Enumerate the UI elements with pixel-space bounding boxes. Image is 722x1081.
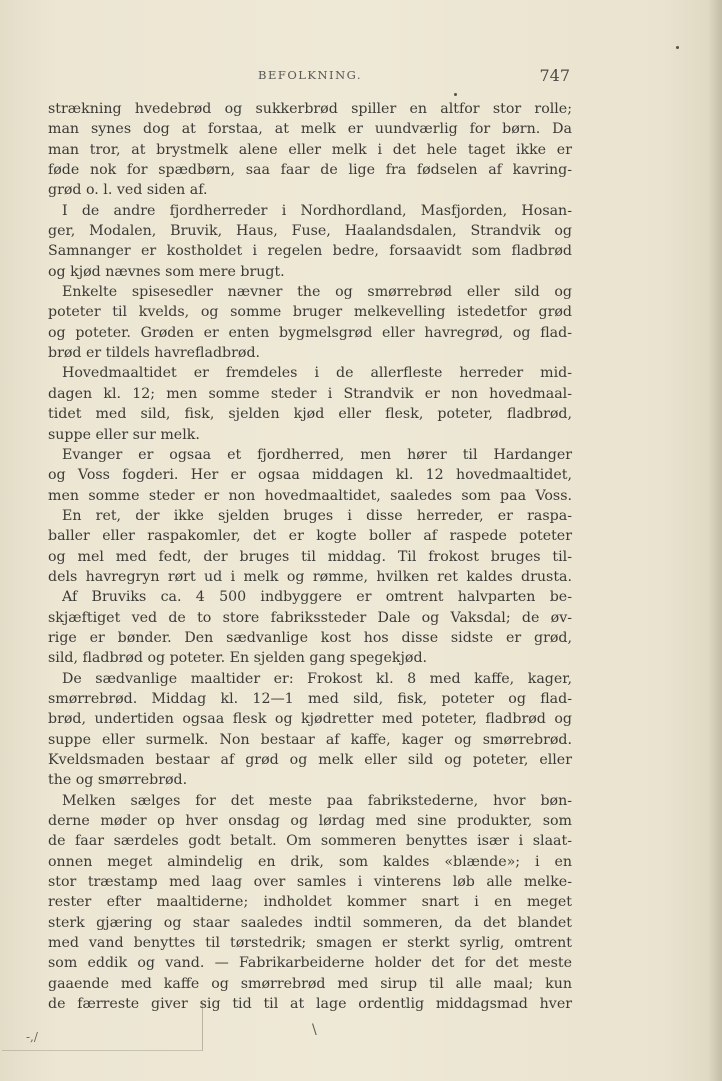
- ink-speck: [676, 46, 679, 49]
- text-line: dels havregryn rørt ud i melk og rømme, hvilken ret kaldes drusta.: [48, 568, 572, 585]
- text-line: poteter til kvelds, og somme bruger melkevelling istedetfor grød: [48, 304, 572, 321]
- text-line: gaaende med kaffe og smørrebrød med sirup til alle maal; kun: [48, 975, 572, 992]
- page-number: 747: [539, 66, 570, 85]
- text-line: brød er tildels havrefladbrød.: [48, 345, 261, 362]
- text-line: suppe eller surmelk. Non bestaar af kaffe, kager og smørrebrød.: [48, 731, 572, 748]
- text-line: og mel med fedt, der bruges til middag. Til frokost bruges til-: [48, 548, 572, 565]
- text-line: dagen kl. 12; men somme steder i Strandvik er non hovedmaal-: [48, 385, 572, 402]
- text-line: Enkelte spisesedler nævner the og smørrebrød eller sild og: [62, 284, 572, 301]
- text-line: rige er bønder. Den sædvanlige kost hos disse sidste er grød,: [48, 629, 572, 646]
- text-line: Samnanger er kostholdet i regelen bedre, forsaavidt som fladbrød: [48, 243, 572, 260]
- text-line: Kveldsmaden bestaar af grød og melk eller sild og poteter, eller: [48, 752, 572, 768]
- text-line: strækning hvedebrød og sukkerbrød spiller en altfor stor rolle;: [48, 101, 572, 117]
- text-line: smørrebrød. Middag kl. 12—1 med sild, fisk, poteter og flad-: [48, 690, 572, 707]
- text-line: tidet med sild, fisk, sjelden kjød eller flesk, poteter, fladbrød,: [48, 406, 572, 423]
- text-line: med vand benyttes til tørstedrik; smagen er sterkt syrlig, omtrent: [48, 935, 572, 952]
- text-line: og poteter. Grøden er enten bygmelsgrød eller havregrød, og flad-: [48, 324, 572, 341]
- text-line: rester efter maaltiderne; indholdet kommer snart i en meget: [48, 894, 572, 911]
- stray-mark: \: [312, 1022, 317, 1038]
- text-line: føde nok for spædbørn, saa faar de lige fra fødselen af kavring-: [48, 162, 572, 179]
- text-line: suppe eller sur melk.: [48, 426, 200, 443]
- body-text: [48, 99, 572, 1014]
- text-line: men somme steder er non hovedmaaltidet, saaledes som paa Voss.: [48, 487, 572, 504]
- text-line: stor træstamp med laag over samles i vinterens løb alle melke-: [48, 874, 572, 891]
- text-line: og kjød nævnes som mere brugt.: [48, 263, 285, 280]
- text-line: grød o. l. ved siden af.: [48, 182, 208, 199]
- text-line: man synes dog at forstaa, at melk er uundværlig for børn. Da: [48, 121, 572, 138]
- text-line: Melken sælges for det meste paa fabrikstederne, hvor bøn-: [62, 792, 572, 809]
- text-line: baller eller raspakomler, det er kogte boller af raspede poteter: [48, 528, 572, 545]
- text-line: sild, fladbrød og poteter. En sjelden gang spegekjød.: [48, 650, 428, 667]
- text-line: sterk gjæring og staar saaledes indtil sommeren, da det blandet: [48, 914, 572, 931]
- text-line: de faar særdeles godt betalt. Om sommeren benyttes især i slaat-: [48, 833, 572, 850]
- text-line: derne møder op hver onsdag og lørdag med sine produkter, som: [48, 813, 572, 830]
- text-line: brød, undertiden ogsaa flesk og kjødretter med poteter, fladbrød og: [48, 711, 572, 728]
- text-line: og Voss fogderi. Her er ogsaa middagen kl. 12 hovedmaaltidet,: [48, 467, 572, 484]
- text-line: Evanger er ogsaa et fjordherred, men hører til Hardanger: [62, 446, 572, 463]
- text-line: the og smørrebrød.: [48, 772, 188, 789]
- text-line: De sædvanlige maaltider er: Frokost kl. 8 med kaffe, kager,: [62, 670, 572, 687]
- text-line: I de andre fjordherreder i Nordhordland, Masfjorden, Hosan-: [62, 202, 572, 219]
- page-edge-shadow: [708, 0, 722, 1081]
- text-line: skjæftiget ved de to store fabrikssteder Dale og Vaksdal; de øv-: [48, 609, 572, 626]
- text-line: Hovedmaaltidet er fremdeles i de allerfleste herreder mid-: [62, 365, 572, 382]
- text-line: som eddik og vand. — Fabrikarbeiderne holder det for det meste: [48, 955, 572, 972]
- text-line: onnen meget almindelig en drik, som kaldes «blænde»; i en: [48, 853, 572, 870]
- text-line: Af Bruviks ca. 4 500 indbyggere er omtrent halvparten be-: [62, 589, 572, 606]
- text-line: de færreste giver sig tid til at lage ordentlig middagsmad hver: [48, 996, 572, 1013]
- text-line: En ret, der ikke sjelden bruges i disse herreder, er raspa-: [62, 507, 572, 524]
- ink-speck: [454, 93, 457, 96]
- text-line: man tror, at brystmelk alene eller melk i det hele taget ikke er: [48, 141, 572, 158]
- text-line: ger, Modalen, Bruvik, Haus, Fuse, Haalandsdalen, Strandvik og: [48, 223, 572, 240]
- page-header: [62, 66, 570, 90]
- running-head: BEFOLKNING.: [258, 68, 363, 82]
- corner-glyph: -,/: [26, 1030, 38, 1044]
